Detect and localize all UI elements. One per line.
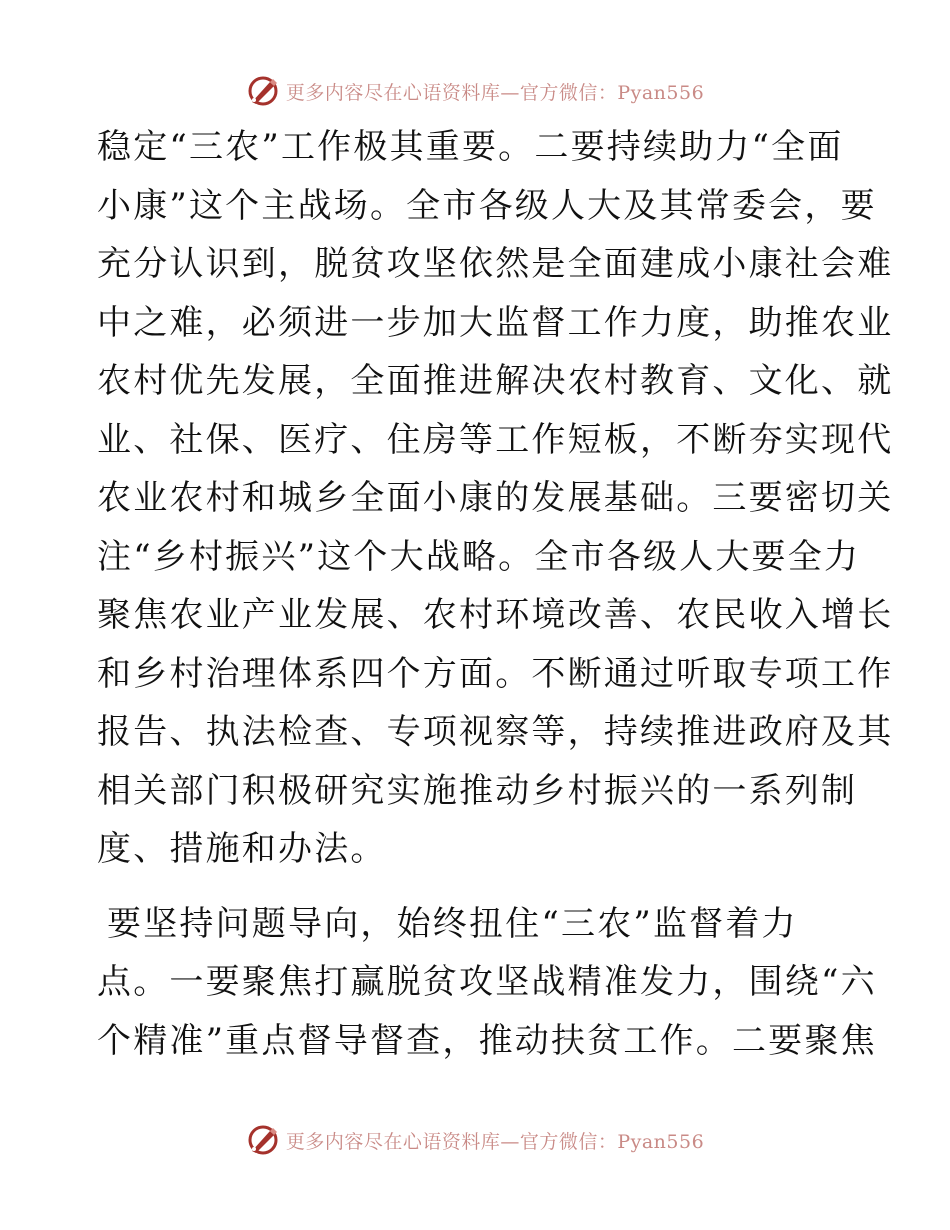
text-line: 充分认识到，脱贫攻坚依然是全面建成小康社会难	[97, 244, 894, 284]
pen-circle-logo-icon	[246, 74, 280, 108]
document-body	[97, 118, 894, 1070]
footer-watermark	[0, 1120, 950, 1160]
text-line: 中之难，必须进一步加大监督工作力度，助推农业	[97, 302, 894, 343]
text-line: 农业农村和城乡全面小康的发展基础。三要密切关	[97, 478, 894, 518]
text-line: 要坚持问题导向，始终扭住“三农”监督着力	[107, 903, 798, 944]
text-line: 注“乡村振兴”这个大战略。全市各级人大要全力	[97, 536, 861, 577]
paragraph-1	[97, 118, 894, 879]
text-line: 和乡村治理体系四个方面。不断通过听取专项工作	[97, 653, 894, 694]
text-line: 点。一要聚焦打赢脱贫攻坚战精准发力，围绕“六	[97, 962, 877, 1002]
text-line: 农村优先发展，全面推进解决农村教育、文化、就	[97, 361, 894, 401]
paragraph-spacer	[97, 879, 857, 895]
text-line: 小康”这个主战场。全市各级人大及其常委会，要	[97, 185, 877, 226]
text-line: 稳定“三农”工作极其重要。二要持续助力“全面	[97, 127, 844, 167]
text-line: 聚焦农业产业发展、农村环境改善、农民收入增长	[97, 595, 894, 635]
paragraph-2	[97, 895, 877, 1071]
text-line: 业、社保、医疗、住房等工作短板，不断夯实现代	[97, 419, 894, 460]
pen-circle-logo-icon	[246, 1123, 280, 1157]
watermark-text: 更多内容尽在心语资料库—官方微信：Pyan556	[285, 81, 705, 104]
text-line: 相关部门积极研究实施推动乡村振兴的一系列制	[97, 770, 858, 811]
text-line: 报告、执法检查、专项视察等，持续推进政府及其	[97, 712, 894, 752]
text-line: 度、措施和办法。	[97, 829, 387, 869]
header-watermark	[0, 71, 950, 111]
text-line: 个精准”重点督导督查，推动扶贫工作。二要聚焦	[97, 1020, 877, 1061]
watermark-text: 更多内容尽在心语资料库—官方微信：Pyan556	[285, 1130, 705, 1153]
